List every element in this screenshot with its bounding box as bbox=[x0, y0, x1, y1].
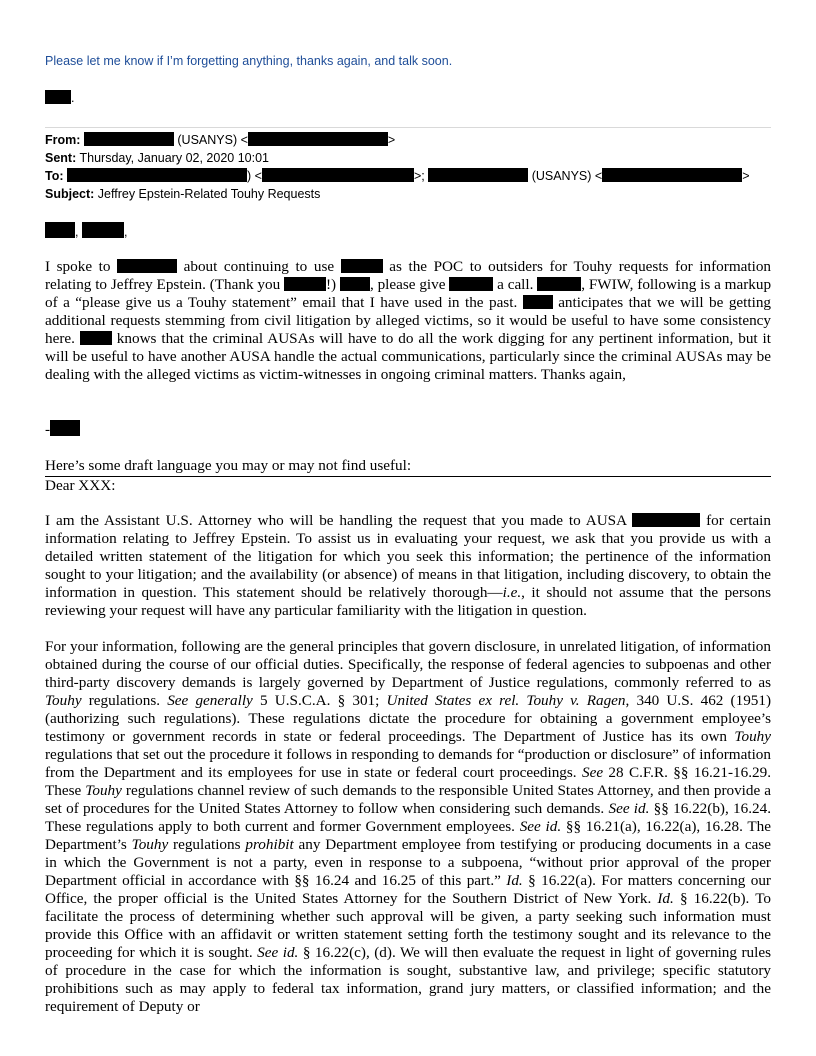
draft-intro: Here’s some draft language you may or may not find useful: bbox=[45, 457, 771, 477]
redaction bbox=[117, 259, 177, 273]
to-label: To: bbox=[45, 169, 64, 183]
redaction bbox=[50, 420, 80, 436]
redaction bbox=[428, 168, 528, 182]
draft-salutation: Dear XXX: bbox=[45, 477, 116, 494]
redaction bbox=[341, 259, 383, 273]
sent-label: Sent: bbox=[45, 151, 77, 165]
redaction bbox=[45, 222, 75, 238]
draft-paragraph-1: I am the Assistant U.S. Attorney who will be handling the request that you made to AUSA for certain information relating to Jeffrey Epstein. To assist us in evaluating your request, we ask that you provide us with a detailed written statement of the litigation for which you seek this information; the pertinence of the information sought to your litigation; and the availability (or absence) of means in that litigation, including discovery, to obtain the information in question. This statement should be relatively thorough—i.e., it should not assume that the persons reviewing your request will have any particular familiarity with the litigation in question. bbox=[45, 512, 771, 619]
redaction bbox=[84, 132, 174, 146]
redaction bbox=[523, 295, 553, 309]
redaction bbox=[284, 277, 326, 291]
message-paragraph: I spoke to about continuing to use as the POC to outsiders for Touhy requests for information relating to Jeffrey Epstein. (Thank you !) , please give a call. , FWIW, following is a markup of a “please give us a Touhy statement” email that I have used in the past. anticipates that we will be getting additional requests stemming from civil litigation by alleged victims, so it would be useful to have some consistency here. knows that the criminal AUSAs will have to do all the work digging for any pertinent information, but it will be useful to have another AUSA handle the actual communications, particularly since the criminal AUSAs may be dealing with the alleged victims as victim-witnesses in ongoing criminal matters. Thanks again, bbox=[45, 258, 772, 383]
to-line: To: ) < >; (USANYS) < > bbox=[45, 169, 750, 183]
sent-value: Thursday, January 02, 2020 10:01 bbox=[79, 151, 269, 165]
greeting: , , bbox=[45, 222, 127, 239]
redaction bbox=[449, 277, 493, 291]
redaction bbox=[262, 168, 414, 182]
subject-value: Jeffrey Epstein-Related Touhy Requests bbox=[97, 187, 321, 201]
subject-line bbox=[45, 185, 320, 203]
redaction bbox=[602, 168, 742, 182]
from-label: From: bbox=[45, 133, 81, 147]
header-divider bbox=[45, 127, 771, 128]
redaction bbox=[82, 222, 124, 238]
redaction bbox=[537, 277, 581, 291]
previous-message-signature: . bbox=[45, 90, 74, 105]
redaction bbox=[80, 331, 112, 345]
sent-line bbox=[45, 149, 269, 167]
redaction bbox=[67, 168, 247, 182]
subject-label: Subject: bbox=[45, 187, 95, 201]
previous-message-closing: Please let me know if I’m forgetting anything, thanks again, and talk soon. bbox=[45, 54, 453, 68]
redaction bbox=[248, 132, 388, 146]
draft-paragraph-2: For your information, following are the general principles that govern disclosure, in unrelated litigation, of information obtained during the course of our official duties. Specifically, the response of federal agencies to subpoenas and other third-party discovery demands is largely governed by Department of Justice regulations, commonly referred to as Touhy regulations. See generally 5 U.S.C.A. § 301; United States ex rel. Touhy v. Ragen, 340 U.S. 462 (1951) (authorizing such regulations). These regulations dictate the procedure for obtaining a government employee’s testimony or government records in state or federal proceedings. The Department of Justice has its own Touhy regulations that set out the procedure it follows in responding to demands for “production or disclosure” of information from the Department and its employees for use in state or federal court proceedings. See 28 C.F.R. §§ 16.21-16.29. These Touhy regulations channel review of such demands to the responsible United States Attorney, and then provide a set of procedures for the United States Attorney to follow when considering such demands. See id. §§ 16.22(b), 16.24. These regulations apply to both current and former Government employees. See id. §§ 16.21(a), 16.22(a), 16.28. The Department’s Touhy regulations prohibit any Department employee from testifying or producing documents in a case in which the Government is not a party, even in response to a subpoena, “without prior approval of the proper Department official in accordance with §§ 16.24 and 16.25 of this part.” Id. § 16.22(a). For matters concerning our Office, the proper official is the United States Attorney for the Southern District of New York. Id. § 16.22(b). To facilitate the process of determining whether such approval will be given, a party seeking such information must provide this Office with an affidavit or written statement setting forth the testimony sought and its relevance to the proceeding for which it is sought. See id. § 16.22(c), (d). We will then evaluate the request in light of governing rules of procedure in the case for which the information is sought, substantive law, and privilege; specific statutory prohibitions such as may apply to federal tax information, grand jury matters, or classified information; and the requirement of Deputy or bbox=[45, 638, 772, 1015]
redaction bbox=[340, 277, 370, 291]
message-signoff: - bbox=[45, 420, 80, 439]
redaction bbox=[632, 513, 700, 527]
redaction bbox=[45, 90, 71, 104]
from-line: From: (USANYS) < > bbox=[45, 133, 396, 147]
